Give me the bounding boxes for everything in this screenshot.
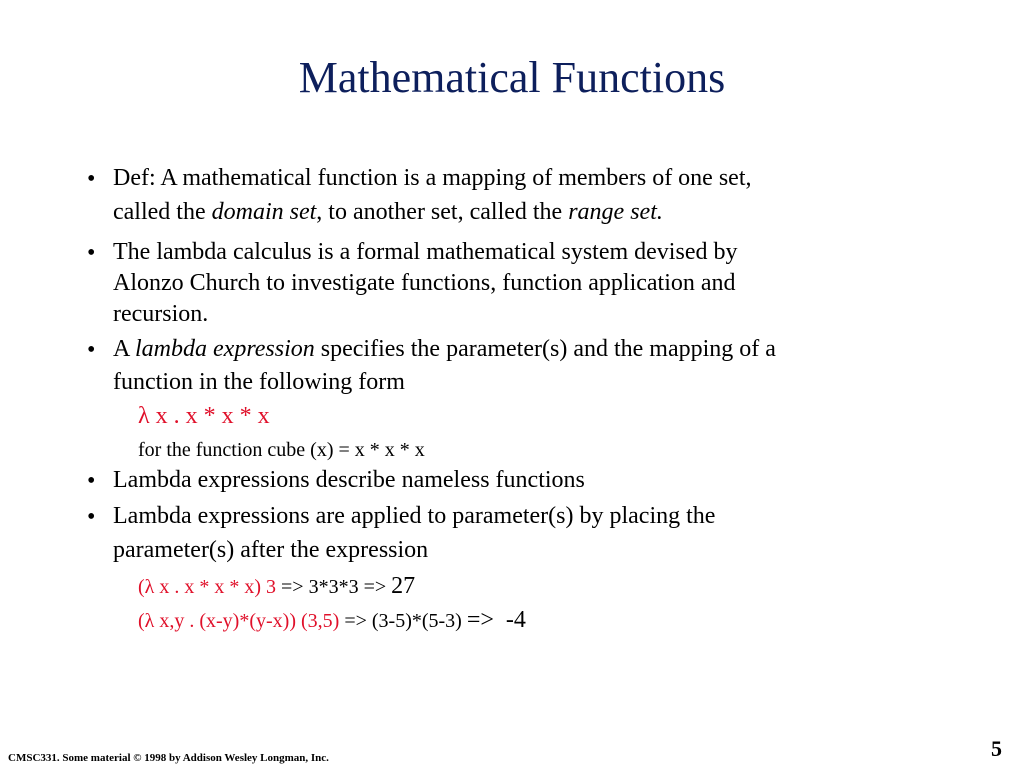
example-1-result: 27	[391, 573, 416, 599]
slide-title: Mathematical Functions	[298, 53, 726, 102]
example-2-expression: (λ x,y . (x-y)*(y-x)) (3,5)	[138, 610, 340, 632]
bullet-lambda-calculus-line-1: The lambda calculus is a formal mathematical system devised by	[113, 239, 738, 265]
bullet-marker: •	[87, 337, 96, 363]
example-1-reduction: => 3*3*3 =>	[276, 576, 392, 598]
bullet-application-line-2: parameter(s) after the expression	[113, 537, 429, 563]
bullet-lambda-calculus-line-3: recursion.	[113, 301, 209, 327]
example-1-expression: (λ x . x * x * x) 3	[138, 576, 277, 598]
emphasis-domain-set: domain set	[211, 199, 317, 225]
application-example-2	[138, 604, 526, 637]
bullet-marker: •	[87, 504, 96, 530]
emphasis-lambda-expression: lambda expression	[135, 336, 315, 362]
lambda-form-example: λ x . x * x * x	[138, 403, 270, 429]
emphasis-range-set: range set.	[568, 199, 663, 225]
bullet-definition-line-1: Def: A mathematical function is a mapping of members of one set,	[113, 165, 752, 191]
bullet-marker: •	[87, 468, 96, 494]
bullet-marker: •	[87, 240, 96, 266]
cube-function-note: for the function cube (x) = x * x * x	[138, 439, 425, 461]
bullet-marker: •	[87, 166, 96, 192]
text-fragment: called the	[113, 199, 212, 225]
footer-copyright: CMSC331. Some material © 1998 by Addison Wesley Longman, Inc.	[8, 752, 329, 764]
bullet-application-line-1: Lambda expressions are applied to parameter(s) by placing the	[113, 503, 716, 529]
text-fragment: specifies the parameter(s) and the mapping of a	[314, 336, 776, 362]
bullet-lambda-calculus-line-2: Alonzo Church to investigate functions, function application and	[113, 270, 736, 296]
bullet-definition-line-2	[113, 196, 663, 228]
page-number: 5	[991, 736, 1002, 761]
bullet-lambda-expression-line-1	[113, 333, 776, 365]
example-2-result: -4	[493, 607, 526, 633]
text-fragment: A	[113, 336, 136, 362]
text-fragment: , to another set, called the	[316, 199, 569, 225]
bullet-lambda-expression-line-2: function in the following form	[113, 369, 405, 395]
example-2-reduction: => (3-5)*(5-3)	[339, 610, 467, 632]
bullet-nameless-functions-line-1: Lambda expressions describe nameless functions	[113, 467, 585, 493]
application-example-1	[138, 570, 415, 603]
example-2-arrow: =>	[466, 607, 494, 633]
